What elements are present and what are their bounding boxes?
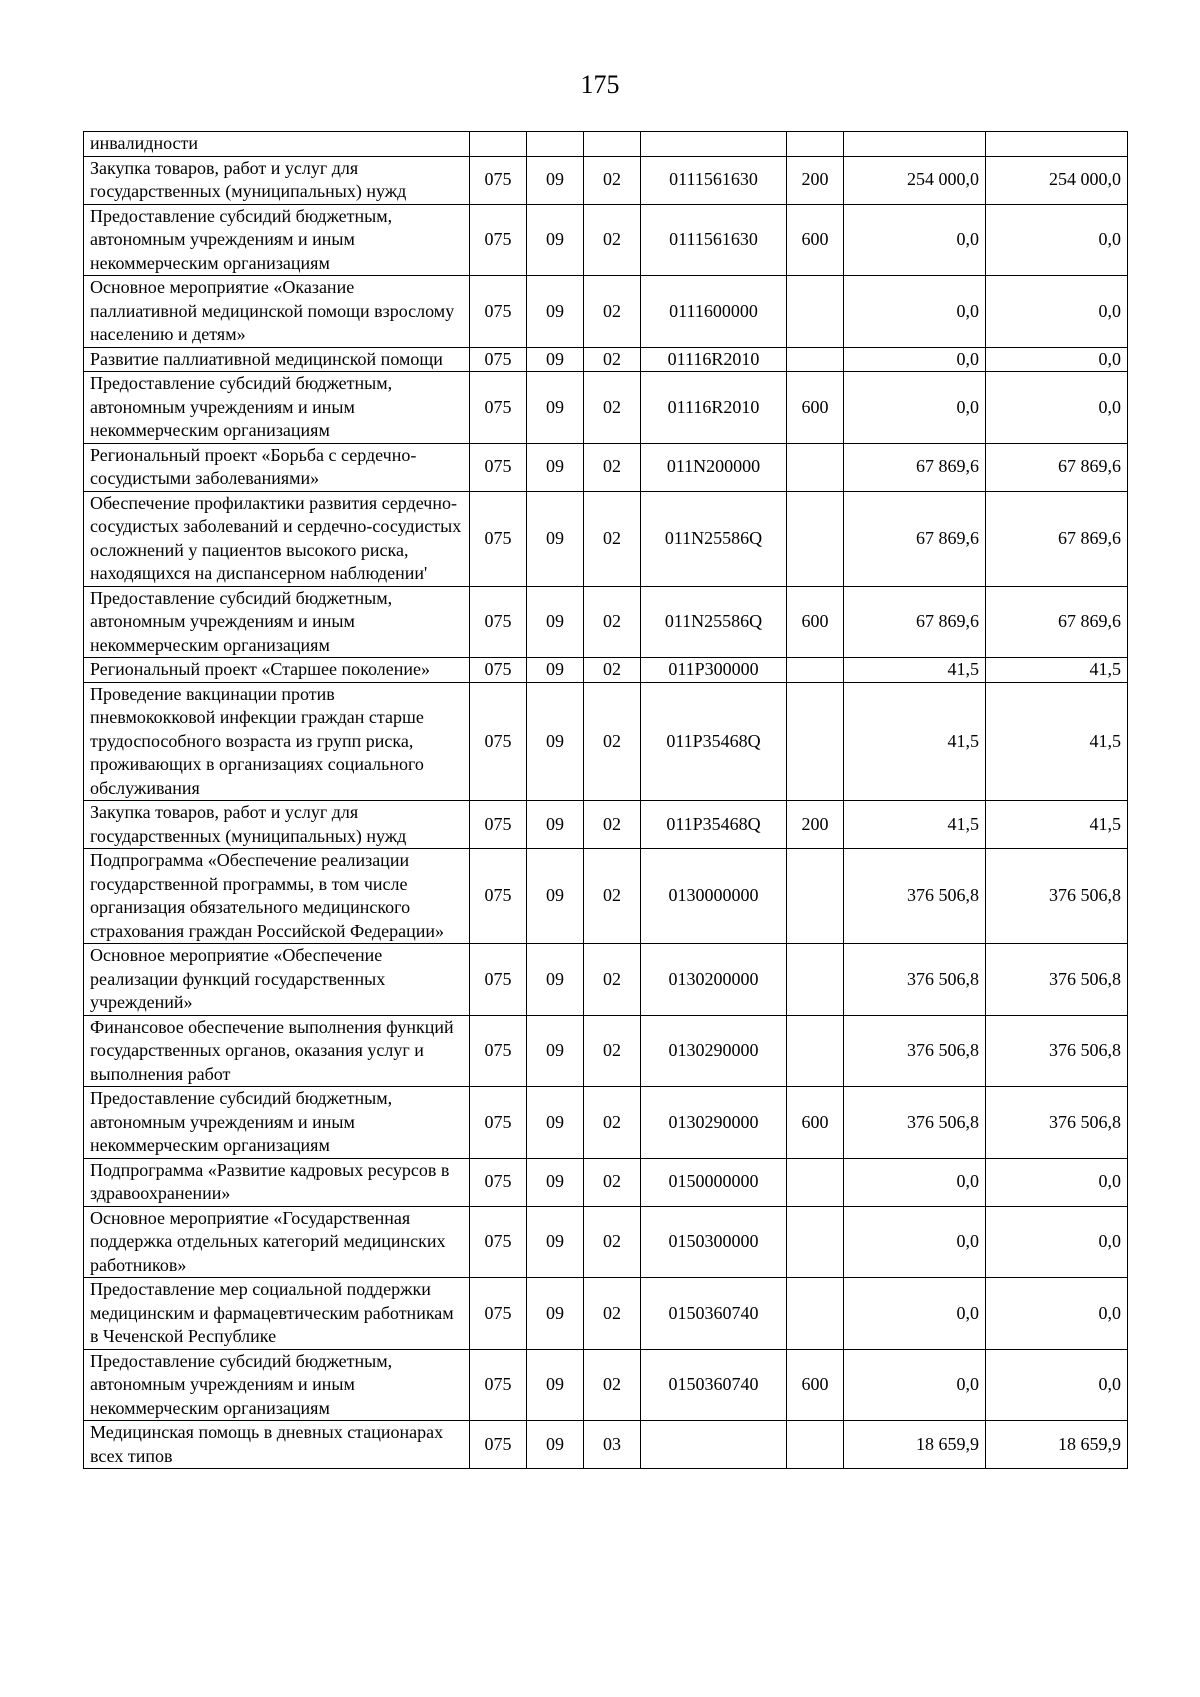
row-csr-cell: 0130290000 <box>641 1087 787 1159</box>
row-name-cell: Региональный проект «Борьба с сердечно-сосудистыми заболеваниями» <box>84 443 470 491</box>
row-pr-cell: 02 <box>584 1349 641 1421</box>
row-pr-cell: 02 <box>584 491 641 586</box>
row-vr-cell: 600 <box>787 204 844 276</box>
table-row <box>84 849 1128 944</box>
row-ved-cell: 075 <box>470 682 527 801</box>
row-vr-cell <box>787 1158 844 1206</box>
row-rz-cell <box>527 132 584 157</box>
row-sum2-cell: 67 869,6 <box>986 491 1128 586</box>
row-name-cell: Основное мероприятие «Обеспечение реализации функций государственных учреждений» <box>84 944 470 1016</box>
table-row <box>84 801 1128 849</box>
row-csr-cell: 011N25586Q <box>641 491 787 586</box>
row-name-cell: Основное мероприятие «Государственная поддержка отдельных категорий медицинских работников» <box>84 1206 470 1278</box>
row-vr-cell <box>787 443 844 491</box>
row-name-cell: Основное мероприятие «Оказание паллиативной медицинской помощи взрослому населению и детям» <box>84 276 470 348</box>
row-csr-cell: 0130000000 <box>641 849 787 944</box>
table-row <box>84 347 1128 372</box>
row-name-cell: Проведение вакцинации против пневмококковой инфекции граждан старше трудоспособного возраста из групп риска, проживающих в организациях социального обслуживания <box>84 682 470 801</box>
row-pr-cell: 02 <box>584 372 641 444</box>
row-sum2-cell: 41,5 <box>986 658 1128 683</box>
row-ved-cell: 075 <box>470 372 527 444</box>
row-sum2-cell <box>986 132 1128 157</box>
row-sum2-cell: 0,0 <box>986 1206 1128 1278</box>
row-rz-cell: 09 <box>527 682 584 801</box>
row-rz-cell: 09 <box>527 276 584 348</box>
row-pr-cell: 02 <box>584 1206 641 1278</box>
budget-table-body <box>84 132 1128 1469</box>
row-csr-cell: 01116R2010 <box>641 347 787 372</box>
row-vr-cell: 600 <box>787 586 844 658</box>
row-vr-cell <box>787 682 844 801</box>
row-pr-cell: 02 <box>584 1158 641 1206</box>
row-csr-cell: 0130290000 <box>641 1015 787 1087</box>
table-row <box>84 1421 1128 1469</box>
row-pr-cell: 02 <box>584 586 641 658</box>
row-vr-cell: 600 <box>787 1087 844 1159</box>
row-vr-cell <box>787 491 844 586</box>
table-row <box>84 682 1128 801</box>
row-ved-cell: 075 <box>470 658 527 683</box>
row-pr-cell: 02 <box>584 276 641 348</box>
row-ved-cell: 075 <box>470 1421 527 1469</box>
row-rz-cell: 09 <box>527 1349 584 1421</box>
row-pr-cell: 02 <box>584 1015 641 1087</box>
row-sum1-cell: 0,0 <box>844 204 986 276</box>
table-row <box>84 1158 1128 1206</box>
row-ved-cell: 075 <box>470 1206 527 1278</box>
page-number: 175 <box>580 70 620 99</box>
row-rz-cell: 09 <box>527 1087 584 1159</box>
row-ved-cell: 075 <box>470 1015 527 1087</box>
row-rz-cell: 09 <box>527 1158 584 1206</box>
row-ved-cell: 075 <box>470 801 527 849</box>
row-sum2-cell: 41,5 <box>986 801 1128 849</box>
row-csr-cell: 0111561630 <box>641 204 787 276</box>
table-row <box>84 132 1128 157</box>
row-ved-cell: 075 <box>470 443 527 491</box>
row-csr-cell: 0150360740 <box>641 1349 787 1421</box>
table-row <box>84 276 1128 348</box>
row-sum1-cell: 0,0 <box>844 1349 986 1421</box>
row-csr-cell: 01116R2010 <box>641 372 787 444</box>
table-row <box>84 372 1128 444</box>
row-ved-cell: 075 <box>470 204 527 276</box>
row-sum1-cell: 0,0 <box>844 1206 986 1278</box>
table-row <box>84 658 1128 683</box>
row-pr-cell: 02 <box>584 443 641 491</box>
row-pr-cell: 02 <box>584 1087 641 1159</box>
row-name-cell: Медицинская помощь в дневных стационарах всех типов <box>84 1421 470 1469</box>
row-rz-cell: 09 <box>527 204 584 276</box>
row-name-cell: Предоставление субсидий бюджетным, автономным учреждениям и иным некоммерческим организациям <box>84 1087 470 1159</box>
row-sum1-cell: 67 869,6 <box>844 586 986 658</box>
row-sum2-cell: 0,0 <box>986 347 1128 372</box>
row-sum1-cell <box>844 132 986 157</box>
row-pr-cell: 03 <box>584 1421 641 1469</box>
row-sum2-cell: 0,0 <box>986 276 1128 348</box>
row-pr-cell <box>584 132 641 157</box>
row-rz-cell: 09 <box>527 1206 584 1278</box>
row-name-cell: Закупка товаров, работ и услуг для государственных (муниципальных) нужд <box>84 801 470 849</box>
table-row <box>84 1278 1128 1350</box>
row-sum1-cell: 0,0 <box>844 347 986 372</box>
table-row <box>84 1015 1128 1087</box>
row-pr-cell: 02 <box>584 204 641 276</box>
row-name-cell: Предоставление субсидий бюджетным, автономным учреждениям и иным некоммерческим организациям <box>84 204 470 276</box>
row-vr-cell <box>787 1421 844 1469</box>
row-name-cell: Предоставление мер социальной поддержки медицинским и фармацевтическим работникам в Чеченской Республике <box>84 1278 470 1350</box>
row-ved-cell: 075 <box>470 347 527 372</box>
row-vr-cell <box>787 347 844 372</box>
row-ved-cell: 075 <box>470 1349 527 1421</box>
budget-table <box>83 131 1128 1469</box>
row-rz-cell: 09 <box>527 1278 584 1350</box>
row-name-cell: Развитие паллиативной медицинской помощи <box>84 347 470 372</box>
row-name-cell: Закупка товаров, работ и услуг для государственных (муниципальных) нужд <box>84 156 470 204</box>
row-vr-cell <box>787 1278 844 1350</box>
row-ved-cell <box>470 132 527 157</box>
row-name-cell: Предоставление субсидий бюджетным, автономным учреждениям и иным некоммерческим организациям <box>84 586 470 658</box>
row-sum2-cell: 0,0 <box>986 1158 1128 1206</box>
row-name-cell: Предоставление субсидий бюджетным, автономным учреждениям и иным некоммерческим организациям <box>84 372 470 444</box>
row-sum1-cell: 41,5 <box>844 801 986 849</box>
row-sum2-cell: 254 000,0 <box>986 156 1128 204</box>
row-sum1-cell: 376 506,8 <box>844 849 986 944</box>
row-csr-cell: 0150000000 <box>641 1158 787 1206</box>
row-sum2-cell: 376 506,8 <box>986 944 1128 1016</box>
row-sum2-cell: 0,0 <box>986 1349 1128 1421</box>
row-sum1-cell: 0,0 <box>844 372 986 444</box>
table-row <box>84 1087 1128 1159</box>
row-rz-cell: 09 <box>527 658 584 683</box>
row-sum2-cell: 41,5 <box>986 682 1128 801</box>
row-rz-cell: 09 <box>527 849 584 944</box>
row-sum1-cell: 0,0 <box>844 276 986 348</box>
row-name-cell: Подпрограмма «Развитие кадровых ресурсов в здравоохранении» <box>84 1158 470 1206</box>
row-csr-cell: 0130200000 <box>641 944 787 1016</box>
row-sum1-cell: 0,0 <box>844 1158 986 1206</box>
row-sum1-cell: 376 506,8 <box>844 1015 986 1087</box>
row-rz-cell: 09 <box>527 1015 584 1087</box>
table-row <box>84 491 1128 586</box>
row-ved-cell: 075 <box>470 1087 527 1159</box>
row-name-cell: Региональный проект «Старшее поколение» <box>84 658 470 683</box>
row-sum1-cell: 41,5 <box>844 658 986 683</box>
row-vr-cell <box>787 944 844 1016</box>
row-vr-cell <box>787 1206 844 1278</box>
row-csr-cell: 011P35468Q <box>641 801 787 849</box>
row-rz-cell: 09 <box>527 1421 584 1469</box>
row-rz-cell: 09 <box>527 156 584 204</box>
row-sum2-cell: 18 659,9 <box>986 1421 1128 1469</box>
row-csr-cell: 011P35468Q <box>641 682 787 801</box>
row-vr-cell <box>787 1015 844 1087</box>
row-sum1-cell: 254 000,0 <box>844 156 986 204</box>
row-sum2-cell: 67 869,6 <box>986 443 1128 491</box>
row-rz-cell: 09 <box>527 586 584 658</box>
row-rz-cell: 09 <box>527 347 584 372</box>
row-vr-cell: 600 <box>787 372 844 444</box>
row-csr-cell: 0150300000 <box>641 1206 787 1278</box>
row-sum1-cell: 0,0 <box>844 1278 986 1350</box>
row-vr-cell: 200 <box>787 156 844 204</box>
row-csr-cell: 011N25586Q <box>641 586 787 658</box>
row-rz-cell: 09 <box>527 372 584 444</box>
row-vr-cell: 600 <box>787 1349 844 1421</box>
table-row <box>84 586 1128 658</box>
row-sum2-cell: 0,0 <box>986 204 1128 276</box>
row-pr-cell: 02 <box>584 849 641 944</box>
row-name-cell: инвалидности <box>84 132 470 157</box>
row-sum2-cell: 0,0 <box>986 1278 1128 1350</box>
row-sum2-cell: 376 506,8 <box>986 1015 1128 1087</box>
table-row <box>84 1349 1128 1421</box>
row-vr-cell <box>787 276 844 348</box>
row-vr-cell <box>787 849 844 944</box>
row-sum2-cell: 376 506,8 <box>986 849 1128 944</box>
row-pr-cell: 02 <box>584 347 641 372</box>
row-ved-cell: 075 <box>470 276 527 348</box>
row-pr-cell: 02 <box>584 658 641 683</box>
row-sum2-cell: 67 869,6 <box>986 586 1128 658</box>
row-csr-cell: 0150360740 <box>641 1278 787 1350</box>
row-sum2-cell: 0,0 <box>986 372 1128 444</box>
row-rz-cell: 09 <box>527 944 584 1016</box>
row-csr-cell <box>641 1421 787 1469</box>
row-sum1-cell: 18 659,9 <box>844 1421 986 1469</box>
row-name-cell: Предоставление субсидий бюджетным, автономным учреждениям и иным некоммерческим организациям <box>84 1349 470 1421</box>
row-sum1-cell: 376 506,8 <box>844 1087 986 1159</box>
row-name-cell: Подпрограмма «Обеспечение реализации государственной программы, в том числе организация обязательного медицинского страхования граждан Российской Федерации» <box>84 849 470 944</box>
row-rz-cell: 09 <box>527 491 584 586</box>
row-vr-cell <box>787 132 844 157</box>
row-ved-cell: 075 <box>470 156 527 204</box>
row-sum1-cell: 67 869,6 <box>844 443 986 491</box>
row-sum1-cell: 376 506,8 <box>844 944 986 1016</box>
row-sum1-cell: 67 869,6 <box>844 491 986 586</box>
row-csr-cell: 0111561630 <box>641 156 787 204</box>
row-vr-cell: 200 <box>787 801 844 849</box>
row-ved-cell: 075 <box>470 1278 527 1350</box>
row-ved-cell: 075 <box>470 491 527 586</box>
row-sum1-cell: 41,5 <box>844 682 986 801</box>
row-csr-cell: 011P300000 <box>641 658 787 683</box>
row-name-cell: Финансовое обеспечение выполнения функций государственных органов, оказания услуг и выполнения работ <box>84 1015 470 1087</box>
row-ved-cell: 075 <box>470 1158 527 1206</box>
row-pr-cell: 02 <box>584 156 641 204</box>
row-pr-cell: 02 <box>584 944 641 1016</box>
row-ved-cell: 075 <box>470 849 527 944</box>
row-csr-cell: 011N200000 <box>641 443 787 491</box>
row-ved-cell: 075 <box>470 944 527 1016</box>
row-pr-cell: 02 <box>584 1278 641 1350</box>
table-row <box>84 204 1128 276</box>
row-rz-cell: 09 <box>527 801 584 849</box>
row-vr-cell <box>787 658 844 683</box>
row-sum2-cell: 376 506,8 <box>986 1087 1128 1159</box>
row-pr-cell: 02 <box>584 682 641 801</box>
table-row <box>84 944 1128 1016</box>
row-csr-cell <box>641 132 787 157</box>
row-csr-cell: 0111600000 <box>641 276 787 348</box>
row-rz-cell: 09 <box>527 443 584 491</box>
row-name-cell: Обеспечение профилактики развития сердечно-сосудистых заболеваний и сердечно-сосудистых осложнений у пациентов высокого риска, находящихся на диспансерном наблюдении' <box>84 491 470 586</box>
table-row <box>84 443 1128 491</box>
table-row <box>84 156 1128 204</box>
table-row <box>84 1206 1128 1278</box>
row-pr-cell: 02 <box>584 801 641 849</box>
row-ved-cell: 075 <box>470 586 527 658</box>
